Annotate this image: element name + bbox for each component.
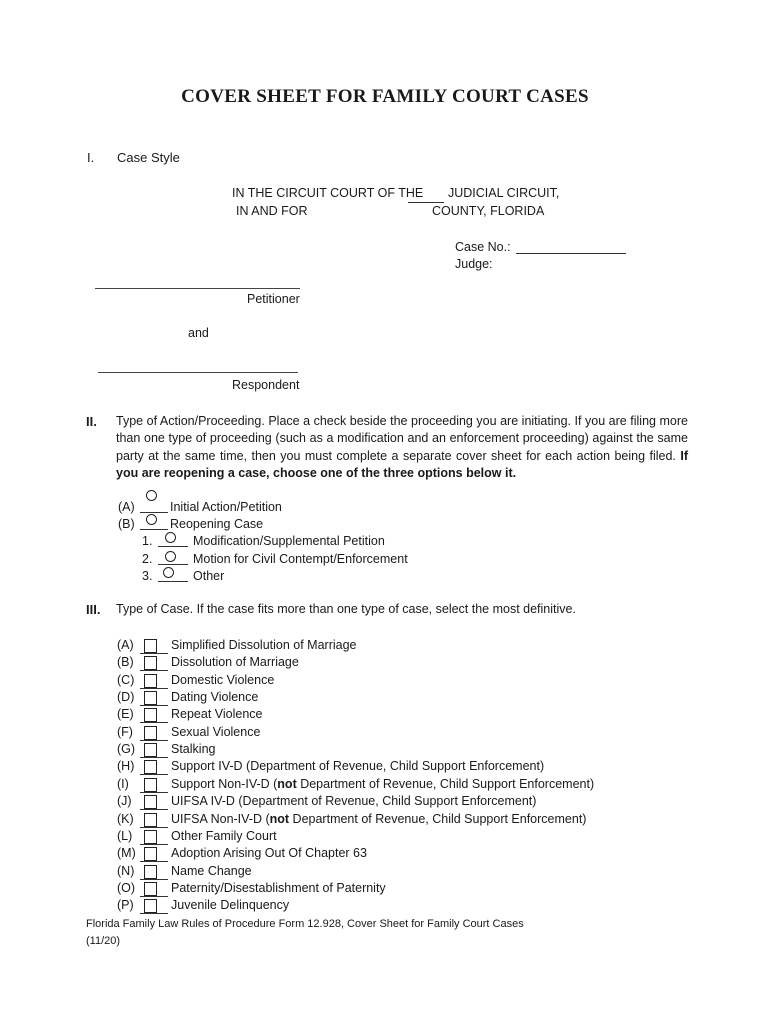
- footer-form-reference: Florida Family Law Rules of Procedure Form 12.928, Cover Sheet for Family Court Cases: [86, 918, 524, 930]
- case-type-label: Paternity/Disestablishment of Paternity: [171, 880, 386, 895]
- option-2-label: Motion for Civil Contempt/Enforcement: [193, 552, 408, 566]
- case-type-key: (M): [117, 846, 136, 861]
- circuit-label: JUDICIAL CIRCUIT,: [448, 186, 560, 200]
- option-2-key: 2.: [142, 552, 153, 566]
- option-a-key: (A): [118, 500, 135, 514]
- case-type-checkbox[interactable]: [144, 899, 157, 913]
- case-type-blank: [140, 740, 168, 741]
- section-3-instructions: Type of Case. If the case fits more than one type of case, select the most definitive.: [116, 602, 576, 616]
- case-type-key: (F): [117, 724, 133, 739]
- case-number-label: Case No.:: [455, 240, 511, 254]
- case-type-key: (E): [117, 707, 134, 722]
- case-type-blank: [140, 757, 168, 758]
- case-type-key: (C): [117, 672, 135, 687]
- case-type-checkbox[interactable]: [144, 760, 157, 774]
- case-type-label-emphasis: not: [269, 811, 290, 826]
- case-type-label: Name Change: [171, 863, 252, 878]
- respondent-label: Respondent: [232, 378, 300, 392]
- case-type-label: Stalking: [171, 742, 216, 757]
- case-type-checkbox[interactable]: [144, 847, 157, 861]
- option-1-key: 1.: [142, 534, 153, 548]
- option-b-key: (B): [118, 517, 135, 531]
- case-type-key: (I): [117, 776, 129, 791]
- judge-label: Judge:: [455, 257, 493, 271]
- court-line-1: IN THE CIRCUIT COURT OF THE: [232, 186, 424, 200]
- respondent-name-field[interactable]: [98, 372, 298, 373]
- circuit-number-field[interactable]: [408, 202, 444, 203]
- case-type-checkbox[interactable]: [144, 708, 157, 722]
- case-type-checkbox[interactable]: [144, 795, 157, 809]
- case-type-key: (A): [117, 638, 134, 652]
- and-label: and: [188, 326, 209, 340]
- case-type-key: (L): [117, 828, 133, 843]
- case-type-key: (P): [117, 898, 134, 913]
- case-type-label: UIFSA IV-D (Department of Revenue, Child Support Enforcement): [171, 794, 537, 809]
- option-3-radio[interactable]: [163, 567, 174, 578]
- case-type-blank: [140, 879, 168, 880]
- court-line-2: IN AND FOR: [236, 204, 308, 218]
- case-type-label-part: Department of Revenue, Child Support Enforcement): [296, 776, 595, 791]
- case-type-key: (K): [117, 811, 134, 826]
- option-b-blank: [140, 529, 168, 530]
- case-type-label: Support IV-D (Department of Revenue, Child Support Enforcement): [171, 759, 545, 774]
- case-type-checkbox[interactable]: [144, 726, 157, 740]
- county-label: COUNTY, FLORIDA: [432, 204, 545, 218]
- case-type-blank: [140, 653, 168, 654]
- case-type-label: Simplified Dissolution of Marriage: [171, 638, 357, 652]
- option-3-key: 3.: [142, 569, 153, 583]
- case-type-checkbox[interactable]: [144, 691, 157, 705]
- petitioner-name-field[interactable]: [95, 288, 300, 289]
- case-type-key: (D): [117, 690, 135, 705]
- case-type-key: (G): [117, 742, 136, 757]
- case-type-checkbox[interactable]: [144, 778, 157, 792]
- case-type-blank: [140, 774, 168, 775]
- option-a-blank: [140, 512, 168, 513]
- case-type-label: Juvenile Delinquency: [171, 898, 290, 913]
- petitioner-label: Petitioner: [247, 292, 300, 306]
- page-title: COVER SHEET FOR FAMILY COURT CASES: [181, 86, 589, 107]
- footer-revision-date: (11/20): [86, 935, 121, 947]
- section-2-bold-text: If you are reopening a case, choose one of the three options below it.: [116, 448, 688, 481]
- case-type-blank: [140, 688, 168, 689]
- case-type-blank: [140, 722, 168, 723]
- section-1-number: I.: [87, 150, 95, 165]
- case-type-checkbox[interactable]: [144, 865, 157, 879]
- section-2-number: II.: [86, 414, 97, 429]
- case-type-checkbox[interactable]: [144, 656, 157, 670]
- case-type-blank: [140, 827, 168, 828]
- option-3-label: Other: [193, 569, 225, 583]
- case-type-label-part: Support Non-IV-D (: [171, 776, 278, 791]
- case-type-label: Repeat Violence: [171, 707, 263, 722]
- case-type-checkbox[interactable]: [144, 674, 157, 688]
- case-type-blank: [140, 809, 168, 810]
- case-type-blank: [140, 792, 168, 793]
- option-b-label: Reopening Case: [170, 517, 264, 531]
- case-type-label: Sexual Violence: [171, 724, 261, 739]
- case-type-label: Domestic Violence: [171, 672, 275, 687]
- case-type-label: Dissolution of Marriage: [171, 655, 299, 670]
- case-type-checkbox[interactable]: [144, 813, 157, 827]
- case-type-blank: [140, 670, 168, 671]
- option-1-label: Modification/Supplemental Petition: [193, 534, 385, 548]
- case-type-checkbox[interactable]: [144, 830, 157, 844]
- option-2-radio[interactable]: [165, 551, 176, 562]
- case-type-label-emphasis: not: [277, 776, 297, 791]
- case-type-label: Other Family Court: [171, 828, 277, 843]
- case-type-key: (H): [117, 759, 135, 774]
- case-type-blank: [140, 861, 168, 862]
- case-type-label-part: Department of Revenue, Child Support Enforcement): [289, 811, 587, 826]
- case-type-blank: [140, 913, 168, 914]
- case-number-field[interactable]: [516, 253, 626, 254]
- option-b-radio[interactable]: [146, 514, 157, 525]
- case-type-blank: [140, 896, 168, 897]
- case-type-label-part: UIFSA Non-IV-D (: [171, 811, 270, 826]
- case-type-key: (B): [117, 655, 134, 670]
- section-2-text: Type of Action/Proceeding. Place a check beside the proceeding you are initiating. If you are filing more than one type of proceeding (such as a modification and an enforcement proceeding) against the same party at the same time, then you must complete a separate cover sheet for each action being filed.: [116, 414, 688, 463]
- case-type-checkbox[interactable]: [144, 743, 157, 757]
- case-type-checkbox[interactable]: [144, 882, 157, 896]
- case-type-key: (J): [117, 794, 132, 809]
- section-3-number: III.: [86, 602, 101, 617]
- case-type-checkbox[interactable]: [144, 639, 157, 653]
- section-2-instructions: [116, 413, 688, 483]
- option-a-radio[interactable]: [146, 490, 157, 501]
- case-type-key: (O): [117, 880, 136, 895]
- case-type-key: (N): [117, 863, 135, 878]
- option-3-blank: [158, 581, 188, 582]
- case-type-label: [171, 777, 594, 791]
- case-type-label: [171, 812, 586, 826]
- case-type-blank: [140, 844, 168, 845]
- option-2-blank: [158, 564, 188, 565]
- option-1-blank: [158, 546, 188, 547]
- option-a-label: Initial Action/Petition: [170, 500, 282, 514]
- option-1-radio[interactable]: [165, 532, 176, 543]
- section-1-heading: Case Style: [117, 150, 180, 165]
- case-type-blank: [140, 705, 168, 706]
- case-type-label: Dating Violence: [171, 690, 259, 705]
- case-type-label: Adoption Arising Out Of Chapter 63: [171, 846, 367, 861]
